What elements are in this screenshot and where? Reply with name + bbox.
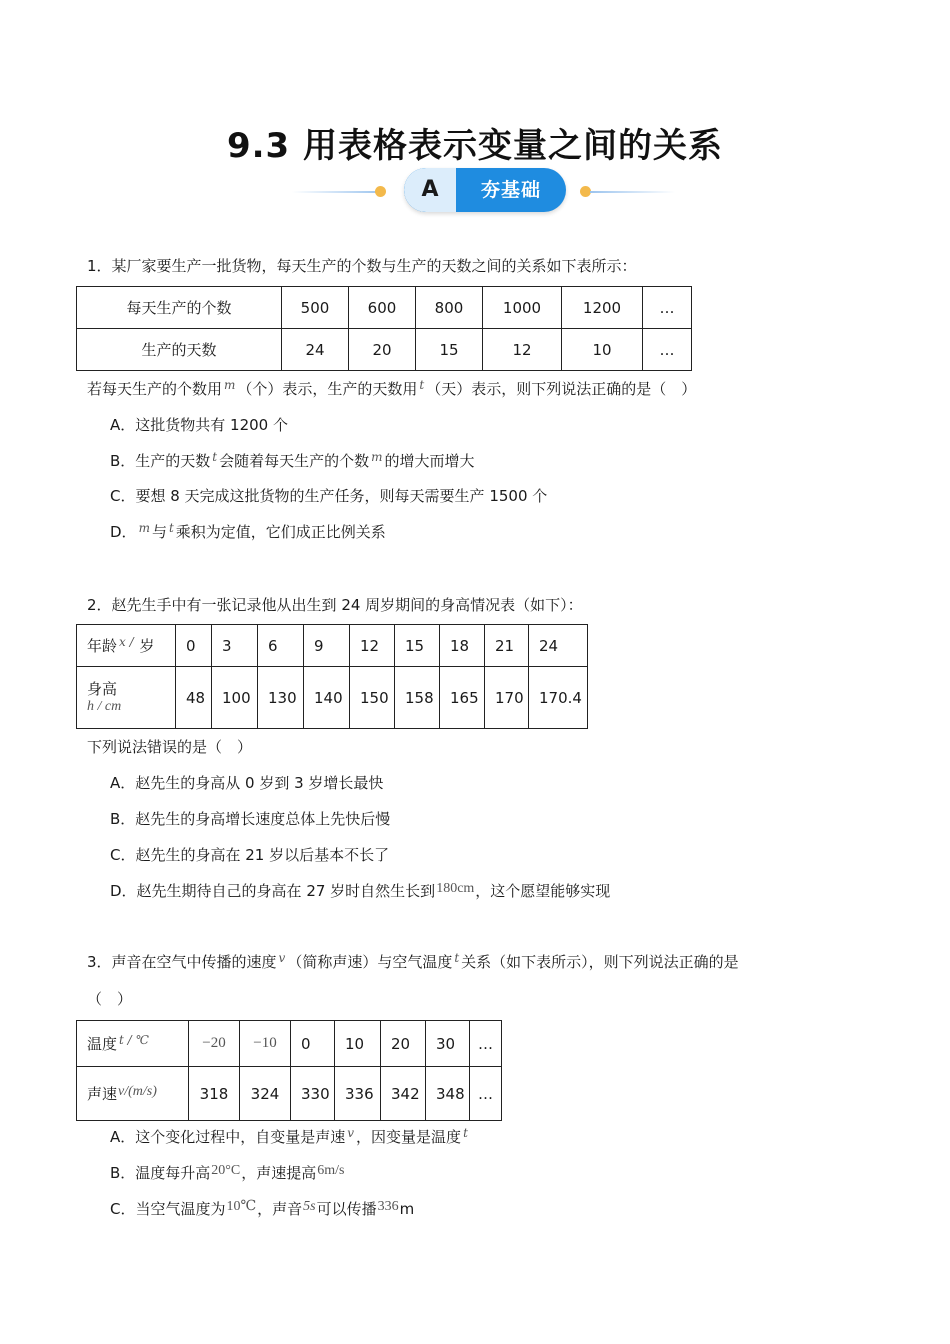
q2-cell: 158 bbox=[395, 667, 440, 729]
q3-cell: 30 bbox=[426, 1021, 470, 1067]
q2-cell: 165 bbox=[440, 667, 485, 729]
math-var: v bbox=[278, 951, 286, 965]
q3-option-b bbox=[110, 1162, 345, 1183]
q3-cell: … bbox=[470, 1067, 502, 1121]
text: （个）表示，生产的天数用 bbox=[237, 380, 418, 398]
q1-table bbox=[76, 286, 692, 371]
q1-cell: 600 bbox=[349, 287, 416, 329]
q2-row1-head bbox=[77, 625, 176, 667]
q2-cell: 21 bbox=[485, 625, 529, 667]
q3-cell: −10 bbox=[240, 1021, 291, 1067]
q2-cell: 140 bbox=[304, 667, 350, 729]
q2-option-a: A．赵先生的身高从 0 岁到 3 岁增长最快 bbox=[110, 774, 384, 792]
q2-cell: 18 bbox=[440, 625, 485, 667]
text: 岁 bbox=[139, 637, 155, 655]
math-var: t bbox=[454, 951, 460, 965]
q2-cell: 100 bbox=[212, 667, 258, 729]
q1-cell: 24 bbox=[282, 329, 349, 371]
math-var: t bbox=[168, 521, 174, 535]
q1-row2-head: 生产的天数 bbox=[77, 329, 282, 371]
q3-cell: 348 bbox=[426, 1067, 470, 1121]
text: ，声音 bbox=[257, 1200, 303, 1218]
q2-cell: 48 bbox=[176, 667, 212, 729]
text: D． bbox=[110, 523, 137, 541]
math-var: m bbox=[138, 521, 150, 535]
q1-option-b bbox=[110, 450, 475, 471]
math-value: 5s bbox=[303, 1199, 316, 1214]
q1-cell: 15 bbox=[416, 329, 483, 371]
q1-cell: 20 bbox=[349, 329, 416, 371]
decor-line-left bbox=[292, 191, 382, 193]
text: （天）表示，则下列说法正确的是（ ） bbox=[426, 380, 697, 398]
q1-cell: 500 bbox=[282, 287, 349, 329]
text: ，声速提高 bbox=[241, 1164, 317, 1182]
q3-cell: 324 bbox=[240, 1067, 291, 1121]
q2-cell: 15 bbox=[395, 625, 440, 667]
math-var: v/(m/s) bbox=[118, 1084, 157, 1099]
text: 若每天生产的个数用 bbox=[87, 380, 223, 398]
section-badge-row bbox=[0, 166, 950, 214]
math-var: t bbox=[419, 378, 425, 392]
text: B．生产的天数 bbox=[110, 452, 211, 470]
text: 身高 bbox=[87, 679, 118, 698]
q2-cell: 0 bbox=[176, 625, 212, 667]
q3-cell: 336 bbox=[335, 1067, 381, 1121]
q1-cell: … bbox=[643, 329, 692, 371]
math-value: 336 bbox=[377, 1199, 399, 1214]
q1-stem: 1．某厂家要生产一批货物，每天生产的个数与生产的天数之间的关系如下表所示： bbox=[87, 257, 637, 275]
q2-option-d bbox=[110, 880, 610, 901]
q3-table-row-1 bbox=[77, 1021, 502, 1067]
q3-option-a bbox=[110, 1126, 470, 1147]
q2-cell: 6 bbox=[258, 625, 304, 667]
text: 乘积为定值，它们成正比例关系 bbox=[175, 523, 386, 541]
q3-stem bbox=[87, 951, 739, 972]
decor-dot-left bbox=[375, 186, 386, 197]
q3-row2-head bbox=[77, 1067, 189, 1121]
text: 3．声音在空气中传播的速度 bbox=[87, 953, 277, 971]
math-value: 10℃ bbox=[226, 1199, 257, 1214]
page-title: 9.3 用表格表示变量之间的关系 bbox=[226, 126, 724, 166]
section-badge bbox=[404, 168, 566, 212]
q2-cell: 150 bbox=[350, 667, 395, 729]
q1-cell: 800 bbox=[416, 287, 483, 329]
decor-line-right bbox=[590, 191, 675, 193]
math-var: h / cm bbox=[87, 698, 122, 714]
math-value: 180cm bbox=[436, 881, 475, 896]
q2-row2-head bbox=[77, 667, 176, 729]
math-var: m bbox=[224, 378, 236, 392]
q3-cell: … bbox=[470, 1021, 502, 1067]
q3-cell: 318 bbox=[189, 1067, 240, 1121]
q3-cell: 0 bbox=[291, 1021, 335, 1067]
text: D．赵先生期待自己的身高在 27 岁时自然生长到 bbox=[110, 882, 436, 900]
q2-option-c: C．赵先生的身高在 21 岁以后基本不长了 bbox=[110, 846, 390, 864]
text: 温度 bbox=[87, 1035, 118, 1053]
text: 年龄 bbox=[87, 637, 118, 655]
text: 可以传播 bbox=[316, 1200, 377, 1218]
q3-cell: 342 bbox=[381, 1067, 426, 1121]
text: ，因变量是温度 bbox=[356, 1128, 462, 1146]
q1-cell: 1000 bbox=[483, 287, 562, 329]
q1-cell: … bbox=[643, 287, 692, 329]
badge-text: 夯基础 bbox=[480, 179, 541, 201]
text: C．当空气温度为 bbox=[110, 1200, 226, 1218]
q1-table-row-1 bbox=[77, 287, 692, 329]
q2-option-b: B．赵先生的身高增长速度总体上先快后慢 bbox=[110, 810, 391, 828]
q3-stem-bracket: （ ） bbox=[87, 990, 133, 1008]
text: ，这个愿望能够实现 bbox=[475, 882, 611, 900]
q1-option-c: C．要想 8 天完成这批货物的生产任务，则每天需要生产 1500 个 bbox=[110, 487, 548, 505]
q1-cell: 1200 bbox=[562, 287, 643, 329]
q2-question: 下列说法错误的是（ ） bbox=[87, 738, 253, 756]
text: 关系（如下表所示），则下列说法正确的是 bbox=[461, 953, 739, 971]
math-var: v bbox=[347, 1126, 355, 1140]
q1-row1-head: 每天生产的个数 bbox=[77, 287, 282, 329]
text: 声速 bbox=[87, 1085, 118, 1103]
q1-option-d bbox=[110, 521, 386, 542]
q2-table-row-2 bbox=[77, 667, 588, 729]
q2-stem: 2．赵先生手中有一张记录他从出生到 24 周岁期间的身高情况表（如下）： bbox=[87, 596, 583, 614]
text: （简称声速）与空气温度 bbox=[287, 953, 453, 971]
q1-cell: 12 bbox=[483, 329, 562, 371]
q2-cell: 3 bbox=[212, 625, 258, 667]
q3-cell: −20 bbox=[189, 1021, 240, 1067]
q1-cell: 10 bbox=[562, 329, 643, 371]
q2-cell: 9 bbox=[304, 625, 350, 667]
q1-table-row-2 bbox=[77, 329, 692, 371]
q3-option-c bbox=[110, 1198, 414, 1219]
math-value: 6m/s bbox=[317, 1163, 345, 1178]
q3-cell: 330 bbox=[291, 1067, 335, 1121]
q3-cell: 20 bbox=[381, 1021, 426, 1067]
math-var: t bbox=[212, 450, 218, 464]
q2-cell: 130 bbox=[258, 667, 304, 729]
text: 会随着每天生产的个数 bbox=[219, 452, 370, 470]
math-var: t / ℃ bbox=[119, 1033, 149, 1047]
q3-table-row-2 bbox=[77, 1067, 502, 1121]
q3-row1-head bbox=[77, 1021, 189, 1067]
q2-cell: 12 bbox=[350, 625, 395, 667]
text: 的增大而增大 bbox=[384, 452, 475, 470]
text: 与 bbox=[151, 523, 167, 541]
badge-letter: A bbox=[404, 168, 456, 212]
q2-cell: 170.4 bbox=[529, 667, 588, 729]
q1-question bbox=[87, 378, 696, 399]
math-var: x / bbox=[119, 635, 138, 649]
q3-cell: 10 bbox=[335, 1021, 381, 1067]
q2-table-row-1 bbox=[77, 625, 588, 667]
math-value: 20°C bbox=[211, 1163, 241, 1178]
text: A．这个变化过程中，自变量是声速 bbox=[110, 1128, 346, 1146]
q2-cell: 24 bbox=[529, 625, 588, 667]
text: B．温度每升高 bbox=[110, 1164, 211, 1182]
math-var: t bbox=[463, 1126, 468, 1140]
q2-cell: 170 bbox=[485, 667, 529, 729]
q1-option-a: A．这批货物共有 1200 个 bbox=[110, 416, 288, 434]
text: m bbox=[399, 1200, 415, 1218]
math-var: m bbox=[371, 450, 383, 464]
q3-table bbox=[76, 1020, 502, 1121]
q2-table bbox=[76, 624, 588, 729]
